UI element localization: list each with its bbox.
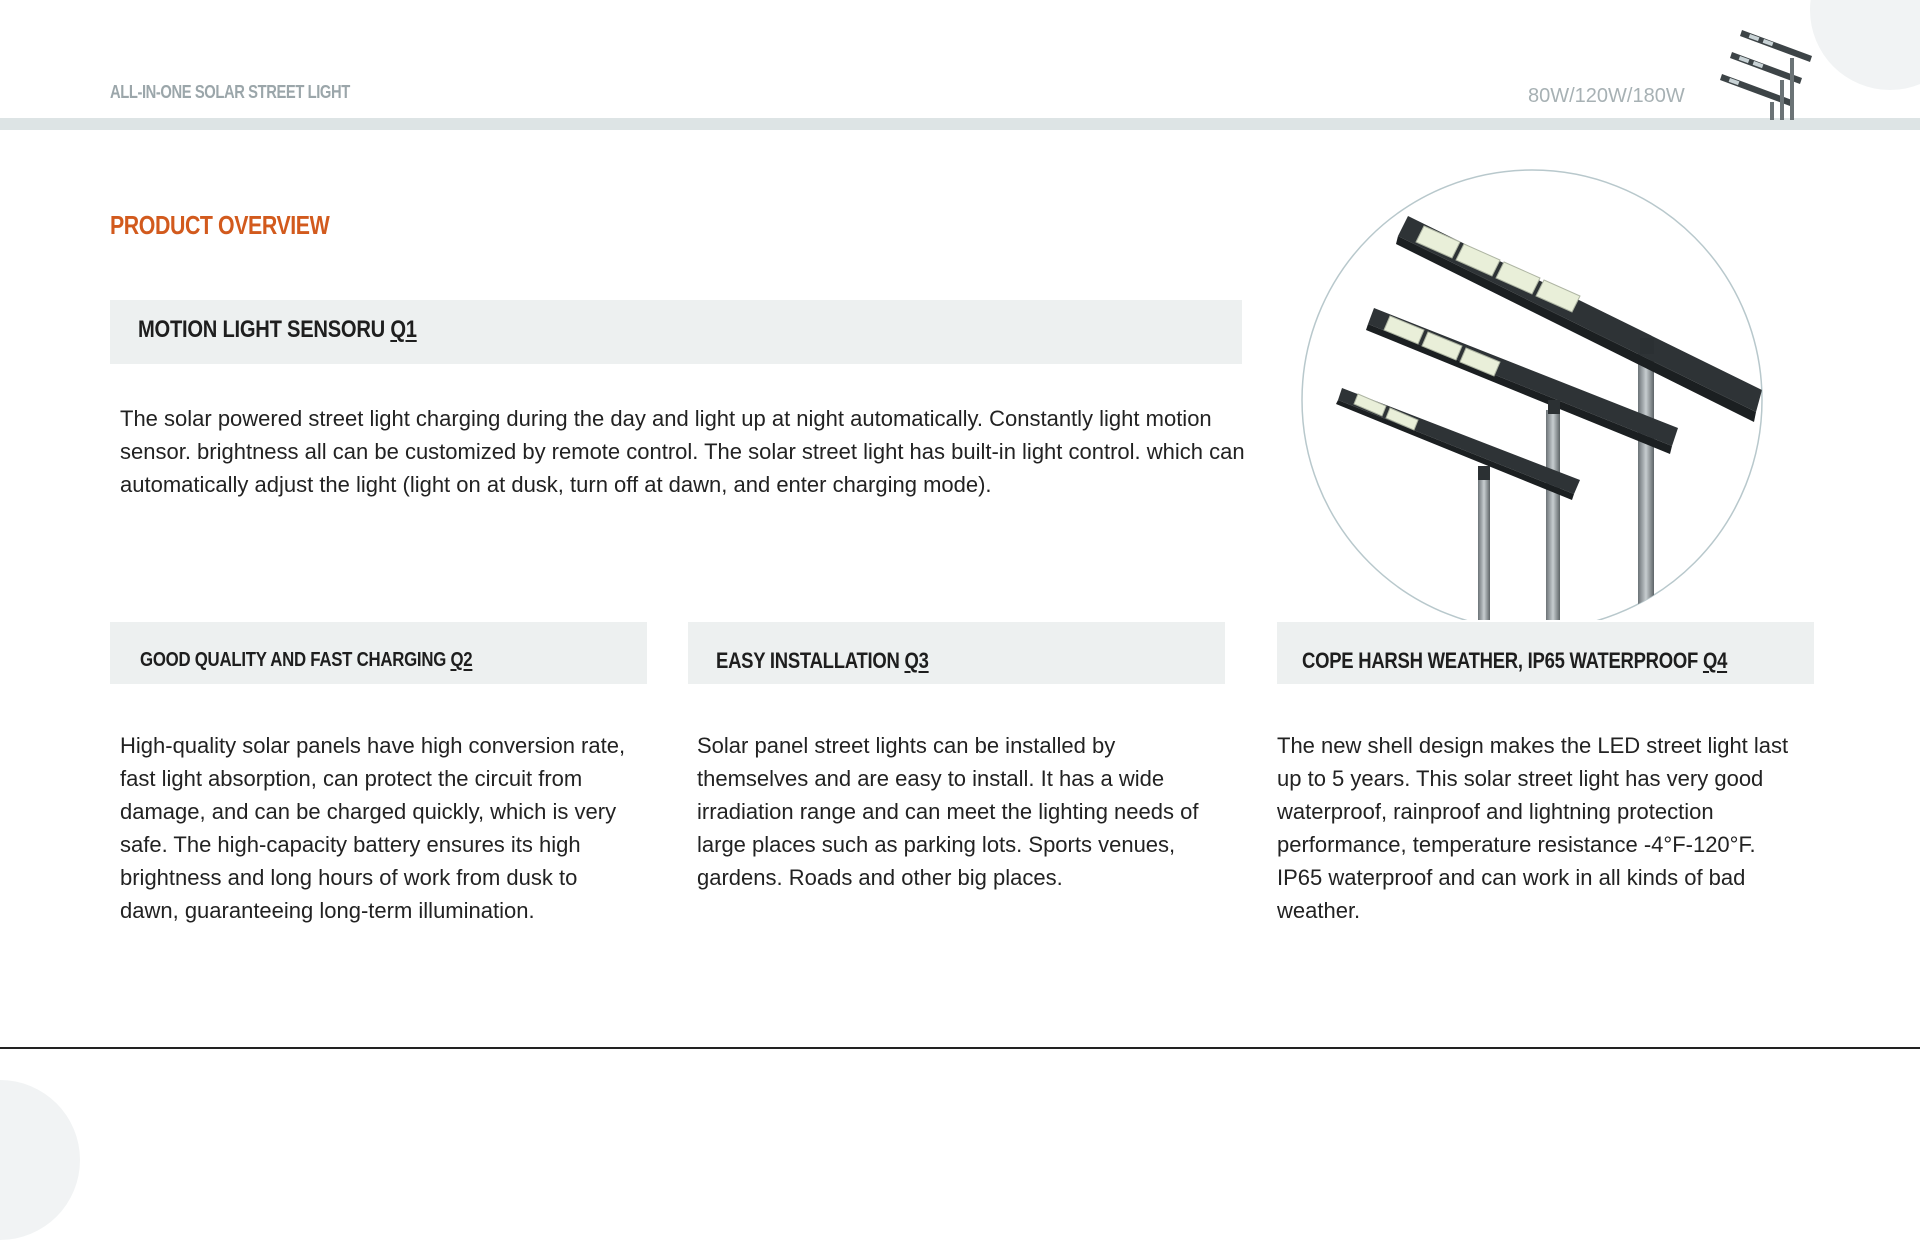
- footer-divider: [0, 1047, 1920, 1049]
- feature-title-text: COPE HARSH WEATHER, IP65 WATERPROOF: [1302, 648, 1699, 673]
- feature-text-4: The new shell design makes the LED street light last up to 5 years. This solar street light has very good waterproof, rainproof and lightning protection performance, temperature resistance -4°F-120°F. IP65 waterproof and can work in all kinds of bad weather.: [1277, 733, 1789, 923]
- model-wattages: 80W/120W/180W: [1528, 85, 1685, 107]
- feature-title-text: MOTION LIGHT SENSORU: [138, 316, 385, 343]
- feature-title-2: [140, 649, 499, 672]
- corner-decoration-top: [1810, 0, 1920, 90]
- feature-text-3: Solar panel street lights can be installed by themselves and are easy to install. It has a wide irradiation range and can meet the lighting needs of large places such as parking lots. Sports venues, gardens. Roads and other big places.: [697, 733, 1199, 890]
- header-band: [0, 118, 1920, 130]
- corner-decoration-bottom: [0, 1080, 80, 1240]
- feature-title-1: [138, 316, 444, 344]
- feature-text-1: The solar powered street light charging during the day and light up at night automatically. Constantly light motion sensor. brightness all can be customized by remote control. The solar street light has built-in light control. which can automatically adjust the light (light on at dusk, turn off at dawn, and enter charging mode).: [120, 406, 1245, 497]
- feature-code: Q2: [450, 649, 473, 671]
- feature-code: Q1: [390, 316, 417, 343]
- document-title: ALL-IN-ONE SOLAR STREET LIGHT: [110, 82, 350, 102]
- feature-title-3: [716, 648, 956, 674]
- feature-code: Q4: [1702, 648, 1728, 673]
- street-light-icon: [1720, 28, 1822, 120]
- product-photo: [1292, 160, 1772, 620]
- feature-title-4: [1302, 648, 1754, 674]
- feature-text-2: High-quality solar panels have high conversion rate, fast light absorption, can protect the circuit from damage, and can be charged quickly, which is very safe. The high-capacity battery ensures its high brightness and long hours of work from dusk to dawn, guaranteeing long-term illumination.: [120, 733, 626, 923]
- section-title: PRODUCT OVERVIEW: [110, 210, 330, 240]
- feature-code: Q3: [904, 648, 929, 673]
- feature-title-text: GOOD QUALITY AND FAST CHARGING: [140, 649, 447, 671]
- feature-title-text: EASY INSTALLATION: [716, 648, 900, 673]
